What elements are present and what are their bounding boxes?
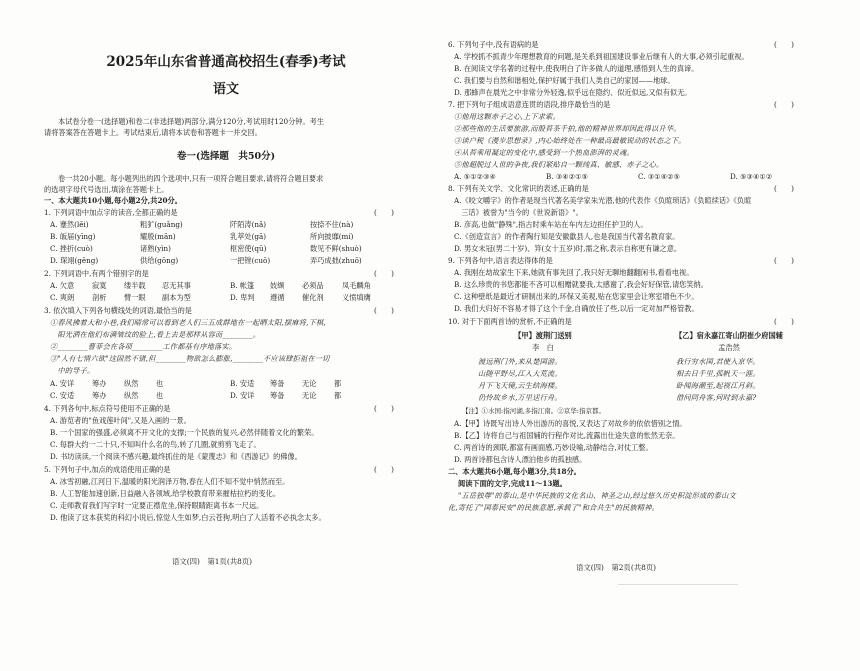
option: A. 蹇然(lěi) [50, 220, 89, 229]
answer-paren: ( ) [774, 100, 794, 109]
option: A. 游览者的"鱼戏莲叶间",又是入画的一景。 [50, 416, 191, 425]
poem-line: 借问同舟客,何时到永嘉? [676, 393, 757, 402]
poem-line: 仍怜故乡水,万里送行舟。 [478, 393, 562, 402]
answer-paren: ( ) [374, 269, 394, 278]
passage-line: 化,寄托了"国泰民安"的民族意愿,承载了"和合共生"的民族精神。 [448, 503, 660, 512]
subject-title: 语文 [212, 82, 239, 97]
answer-paren: ( ) [374, 404, 394, 413]
option: D. 那蜂声在晨光之中非常分外轻逸,似乎远在隐约、似近似远,又似有似无。 [454, 88, 692, 97]
section-subtitle: 阅读下面的文字,完成11～13题。 [458, 479, 567, 488]
option: 义愤填膺 [342, 293, 371, 302]
answer-paren: ( ) [374, 208, 394, 217]
exam-title: 2025年山东省普通高校招生(春季)考试 [106, 54, 346, 70]
option: 副本为型 [162, 293, 191, 302]
q7-item: ②那些他的生活要旅游,而殷苔茶千拍,他的精神世界却因此得以升华。 [454, 124, 681, 133]
option: C. 爽朗 [50, 293, 75, 302]
q7-item: ③读户税《漫步思想录》,内心始终处在一种最高最敏锐动的状态之下。 [454, 136, 686, 145]
option: 凤毛麟角 [342, 281, 371, 290]
option: 纵然 [124, 379, 139, 388]
option: C. 挫折(cuò) [50, 244, 93, 253]
option: C. ③①④②⑤ [638, 172, 681, 181]
option: 催化剂 [302, 293, 324, 302]
option: 阡陌涛(nǎ) [230, 220, 267, 229]
q3-line: ③"人有七情六欲"这固然不错,但________物欲怎么膨胀,________不应该肆拒祖在一切 [50, 354, 330, 363]
poem-note: 【注】①水国:指河湖,多指江南。②京华:指京都。 [462, 407, 605, 415]
option: C. 走师教育我们写字时一定要正襟危坐,保持眼睛距离书本一尺远。 [50, 501, 264, 510]
q7-item: ④从苔乘用凝定的变化中,感受到一个热血澎湃的灵魂。 [454, 148, 634, 157]
option: 供给(gōng) [140, 256, 179, 265]
option: A. 欠意 [50, 281, 75, 290]
option: 无论 [302, 391, 317, 400]
option: C.《创造宣言》的作者陶行知是安徽歙县人,也是我国当代著名教育家。 [454, 232, 680, 241]
q3-line: 中的导子。 [50, 366, 95, 375]
option: B. 彦高,也做"静殊",指古时乘车站在车内左边担任护卫的人。 [454, 220, 648, 229]
option: 也 [156, 379, 164, 388]
option: C. 我们要与自然和谐相处,保护好属于我们人类自己的家园——地球。 [454, 76, 675, 85]
part-intro-line: 的选项字母代号选出,填涂在答题卡上。 [44, 185, 169, 194]
option: C. 安适 [50, 391, 75, 400]
poem-line: 月下飞天镜,云生结海楼。 [478, 381, 562, 390]
part-title: 卷一(选择题 共50分) [176, 151, 276, 162]
option: 所向披靡(mí) [310, 232, 354, 241]
poem-line: 渡远荆门外,来从楚国游。 [478, 357, 562, 366]
question-stem: 1. 下列词语中加点字的读音,全都正确的是 [44, 208, 178, 217]
option: D. 书坊读读,一个阅读不感兴趣,最终抓住的是《蒙蔑志》和《西游记》的佛像。 [50, 452, 302, 461]
option: D. 男女未冠(男二十岁)、笄(女十五岁)时,需之称,表示自称更有谦之意。 [454, 244, 682, 253]
intro-line: 请将答案答在答题卡上。考试结束后,请将本试卷和答题卡一并交回。 [44, 128, 262, 137]
option: 寂寞 [92, 281, 107, 290]
poem-b [644, 332, 814, 351]
answer-paren: ( ) [774, 184, 794, 193]
poem-a [488, 332, 598, 351]
answer-paren: ( ) [774, 40, 794, 49]
option: C. 这种壁纸是最近才研制出来的,环保又美观,贴在您家里会让寒室增色不少。 [454, 292, 699, 301]
option: 都 [334, 391, 342, 400]
page-footer: 语文(四) 第1页(共8页) [172, 557, 253, 566]
option: 也 [156, 391, 164, 400]
answer-paren: ( ) [774, 256, 794, 265]
option: A.《咬文嚼字》的作者是现当代著名美学家朱光潜,他的代表作《负暄琐话》《负暄续话》《负暄 [454, 196, 752, 205]
question-stem: 3. 依次填入下列各句横线处的词语,最恰当的是 [44, 306, 192, 315]
option: B. 这么珍贵的书您都能不吝可以相赠就要我,太感谢了,我会好好保管,请您笑纳。 [454, 280, 708, 289]
answer-paren: ( ) [774, 317, 794, 326]
option: C. 每群大约一二十只,不知叫什么名的鸟,转了几圈,就剪剪飞走了。 [50, 440, 261, 449]
option: B. 一个国家的强盛,必须离不开文化的支撑;一个民族的复兴,必然伴随着文化的繁荣。 [50, 428, 319, 437]
option: A. ⑤①②③④ [454, 172, 496, 181]
option: 剖析 [92, 293, 107, 302]
option: A. 安详 [50, 379, 75, 388]
q3-line: ①春风拂着大和小巷,我们晴常可以看到老人们三五成群地在一起晒太阳,摆麻将,下棋, [50, 318, 326, 327]
option: B. 在阅读文学名著的过程中,使我明白了许多做人的道理,感悟到人生的真谛。 [454, 64, 699, 73]
option: 纵然 [124, 391, 139, 400]
option: B. 皈届(yīng) [50, 232, 96, 241]
option: 一把锉(cuō) [230, 256, 271, 265]
option: 妓缬 [270, 281, 285, 290]
q3-line: ②________曹菲会在各项________工作都基有序地落实。 [50, 342, 237, 351]
q7-item: ⑤他超脱过人世的争夜,我们紧贴自一颗纯真、敏感、赤子之心。 [454, 160, 664, 169]
option: D. 他读了这本获奖的科幻小说后,惊觉人生如梦,白云苍狗,明白了人活着不必执念太多。 [50, 513, 326, 522]
poem-line: 我行穷水国,君使入京华。 [676, 357, 760, 366]
question-stem: 2. 下列词语中,有两个错别字的是 [44, 269, 149, 278]
option: 弄巧成拙(zhuō) [310, 256, 362, 265]
option: 缕半载 [124, 281, 146, 290]
option: 遵循 [270, 293, 285, 302]
option: B. 人工智能加速创新,日益融入各领域,给学校教育带来摧枯拉朽的变化。 [50, 489, 281, 498]
answer-paren: ( ) [374, 306, 394, 315]
option: 筹备 [270, 391, 285, 400]
option: B. 安适 [230, 379, 255, 388]
option: 必须品 [302, 281, 324, 290]
option: C. 两首诗的颈联,都富有画面感,巧妙设喻,动静结合,对仗工整。 [454, 443, 653, 452]
q3-line: 阳光洒在他们布满皱纹的脸上,看上去是那样从容而________。 [50, 330, 261, 339]
option: 都 [334, 379, 342, 388]
option: 忍无其事 [162, 281, 191, 290]
question-stem: 7. 把下列句子组成语意连贯的语段,排序最恰当的是 [448, 100, 611, 109]
option: 筹备 [270, 379, 285, 388]
option: 枢密使(qū) [230, 244, 267, 253]
option: 耀殷(mān) [140, 232, 176, 241]
question-stem: 9. 下列各句中,语言表达得体的是 [448, 256, 553, 265]
option: D. ⑤③④①② [730, 172, 773, 181]
option: 臂一眼 [124, 293, 146, 302]
option: B. 帐篷 [230, 281, 255, 290]
passage-line: "五岳独尊"的泰山,是中华民族的文化名山、神圣之山,经过悠久历史积淀形成的泰山文 [458, 491, 736, 500]
page-footer: 语文(四) 第2页(共8页) [576, 563, 657, 572]
option: A. 冰雪初融,江河日下,温暖的阳光润泽万物,春在人们不知不觉中悄然而至。 [50, 477, 290, 486]
option: 三话》被誉为"当今的《世说新语》"。 [454, 208, 583, 217]
option: 无论 [302, 379, 317, 388]
poem-line: 山随平野尽,江入大荒流。 [478, 369, 562, 378]
option: B.【乙】诗将自己与祖国辅的行程作对比,流露出仕途失意的怅然无奈。 [454, 431, 680, 440]
option: B. ③④②①⑤ [546, 172, 589, 181]
option: 筹办 [92, 379, 107, 388]
poem-line: 卧闻海潮至,起视江月斜。 [676, 381, 760, 390]
answer-paren: ( ) [374, 465, 394, 474]
option: D. 卑判 [230, 293, 255, 302]
option: D. 琛翊(gěng) [50, 256, 99, 265]
poem-title: 【乙】宿永嘉江寄山阴崔少府国辅 [675, 331, 783, 340]
question-stem: 4. 下列各句中,标点符号使用不正确的是 [44, 404, 171, 413]
option: 乳萃处(gā) [230, 232, 267, 241]
q7-item: ①他用这颗赤子之心,上下求索。 [454, 112, 560, 121]
divider [618, 584, 738, 585]
question-stem: 6. 下列句子中,没有语病的是 [448, 40, 539, 49]
part-intro-line: 卷一共20小题。每小题列出的四个选项中,只有一项符合题目要求,请将符合题目要求 [58, 174, 324, 183]
section-title: 一、本大题共10小题,每小题2分,共20分。 [44, 196, 182, 205]
question-stem: 5. 下列句子中,加点的成语使用正确的是 [44, 465, 171, 474]
poem-title: 【甲】渡荆门送别 [514, 331, 572, 340]
option: A.【甲】诗既写出诗人外出游历的喜悦,又表达了对故乡的依依惜别之情。 [454, 419, 687, 428]
poem-line: 相去日千里,孤帆天一涯。 [676, 369, 760, 378]
poem-author: 李 白 [532, 343, 554, 353]
poem-author: 孟浩然 [718, 343, 740, 353]
option: A. 学校抓不抓青少年理想教育的问题,是关系到祖国建设事业后继有人的大事,必须引起重视。 [454, 52, 749, 61]
option: 粗犷(guǎng) [140, 220, 183, 229]
option: D. 安详 [230, 391, 255, 400]
option: 筹办 [92, 391, 107, 400]
option: A. 我刚在劫故家生下来,她就有事先回了,我只好无聊地翻翻闲书,看看电视。 [454, 268, 694, 277]
option: 数见不鲜(shuò) [310, 244, 362, 253]
option: 诸熟(yìn) [140, 244, 171, 253]
option: 按捺不住(nà) [310, 220, 354, 229]
question-stem: 8. 下列有关文学、文化常识的表述,正确的是 [448, 184, 589, 193]
intro-line: 本试卷分卷一(选择题)和卷二(非选择题)两部分,满分120分,考试用时120分钟。考生 [58, 117, 325, 126]
option: D. 两首诗都包含诗人漂泊他乡的孤独感。 [454, 455, 587, 464]
section-title: 二、本大题共6小题,每小题3分,共18分。 [448, 467, 581, 476]
question-stem: 10. 对于下面两首诗的赏析,不正确的是 [448, 317, 572, 326]
option: D. 我们大归好不容易才得了这个千金,自确放任了些,以后一定对加严格管教。 [454, 304, 699, 313]
